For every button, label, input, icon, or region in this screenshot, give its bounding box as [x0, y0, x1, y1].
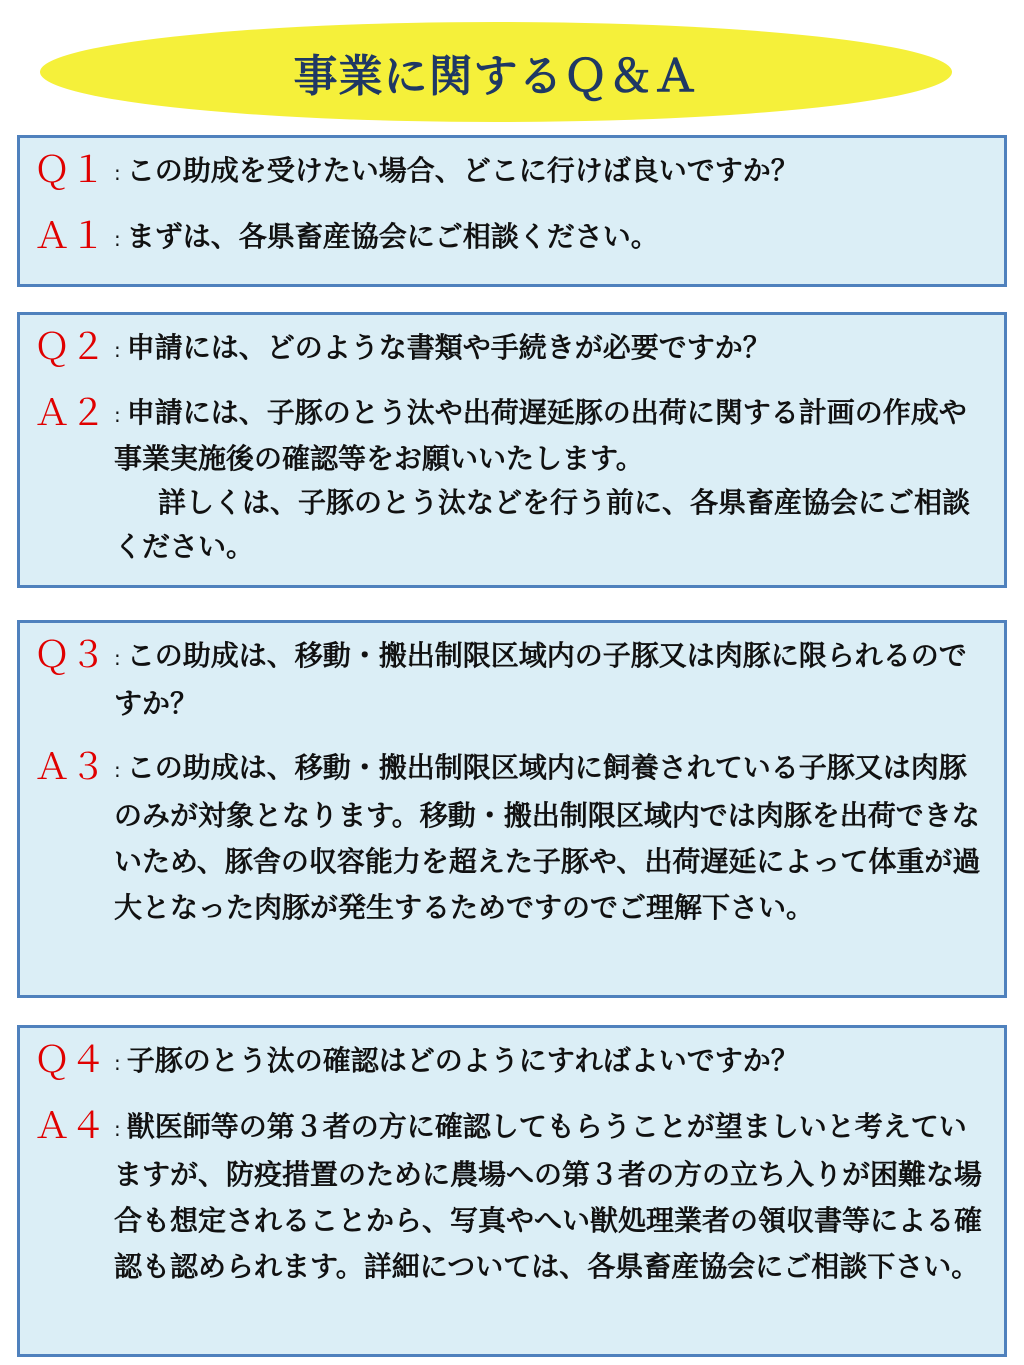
separator: : [114, 161, 121, 185]
qa-box-1 [17, 135, 1007, 287]
answer-label-1: Ａ１ [34, 216, 107, 257]
separator: : [114, 1117, 121, 1141]
answer-text-3: この助成は、移動・搬出制限区域内に飼養されている子豚又は肉豚のみが対象となります。移動・搬出制限区域内では肉豚を出荷できないため、豚舎の収容能力を超えた子豚や、出荷遅延によって体重が過大となった肉豚が発生するためですのでご理解下さい。 [114, 751, 981, 924]
question-label-1: Ｑ１ [34, 150, 107, 191]
question-text-3: この助成は、移動・搬出制限区域内の子豚又は肉豚に限られるのですか？ [114, 639, 967, 720]
answer-label-3: Ａ３ [34, 747, 107, 788]
question-text-1: この助成を受けたい場合、どこに行けば良いですか？ [126, 154, 799, 187]
question-4 [34, 1038, 986, 1086]
answer-text-1: まずは、各県畜産協会にご相談ください。 [126, 220, 659, 253]
answer-text-4: 獣医師等の第３者の方に確認してもらうことが望ましいと考えていますが、防疫措置のために農場への第３者の方の立ち入りが困難な場合も想定されることから、写真やへい獣処理業者の領収書等による確認も認められます。詳細については、各県畜産協会にご相談下さい。 [114, 1110, 983, 1283]
question-label-2: Ｑ２ [34, 327, 107, 368]
qa-box-3 [17, 620, 1007, 998]
separator: : [114, 758, 121, 782]
title-banner [40, 22, 952, 122]
qa-box-2 [17, 312, 1007, 588]
separator: : [114, 227, 121, 251]
separator: : [114, 646, 121, 670]
answer-text-2-extra: 詳しくは、子豚のとう汰などを行う前に、各県畜産協会にご相談ください。 [114, 486, 971, 563]
question-text-4: 子豚のとう汰の確認はどのようにすればよいですか？ [126, 1044, 799, 1077]
question-label-3: Ｑ３ [34, 635, 107, 676]
page-title: 事業に関するＱ＆Ａ [293, 51, 699, 102]
answer-4 [34, 1104, 986, 1290]
answer-label-2: Ａ２ [34, 393, 107, 434]
answer-3 [34, 745, 986, 931]
answer-1 [34, 214, 986, 262]
question-2 [34, 325, 986, 373]
qa-box-4 [17, 1025, 1007, 1357]
answer-label-4: Ａ４ [34, 1106, 107, 1147]
separator: : [114, 1051, 121, 1075]
separator: : [114, 338, 121, 362]
answer-2 [34, 391, 986, 569]
question-1 [34, 148, 986, 196]
question-label-4: Ｑ４ [34, 1040, 107, 1081]
question-3 [34, 633, 986, 727]
separator: : [114, 403, 121, 427]
question-text-2: 申請には、どのような書類や手続きが必要ですか？ [126, 331, 771, 364]
answer-text-2: 申請には、子豚のとう汰や出荷遅延豚の出荷に関する計画の作成や事業実施後の確認等をお願いいたします。 [114, 396, 967, 475]
